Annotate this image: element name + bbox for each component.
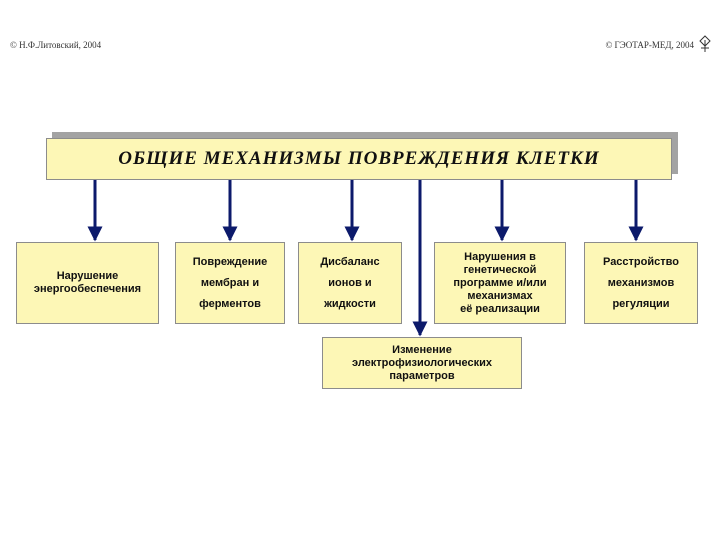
box-genetic [434,242,566,324]
box-membranes-label: Повреждение мембран и ферментов [192,255,268,310]
box-regulation [584,242,698,324]
box-regulation-label: Расстройство механизмов регуляции [603,255,679,310]
box-genetic-label: Нарушения в генетической программе и/или механизмах её реализации [453,250,547,315]
box-ions [298,242,402,324]
diagram-title-box [46,138,672,180]
box-electro [322,337,522,389]
box-electro-label: Изменение электрофизиологических параметров [352,343,492,382]
author-credit: © Н.Ф.Литовский, 2004 [10,40,102,50]
publisher-credit: © ГЭОТАР-МЕД, 2004 [605,40,694,50]
box-membranes [175,242,285,324]
box-ions-label: Дисбаланс ионов и жидкости [320,255,380,310]
box-energy [16,242,159,324]
diagram-title: ОБЩИЕ МЕХАНИЗМЫ ПОВРЕЖДЕНИЯ КЛЕТКИ [118,148,600,169]
box-energy-label: Нарушение энергообеспечения [33,270,142,295]
